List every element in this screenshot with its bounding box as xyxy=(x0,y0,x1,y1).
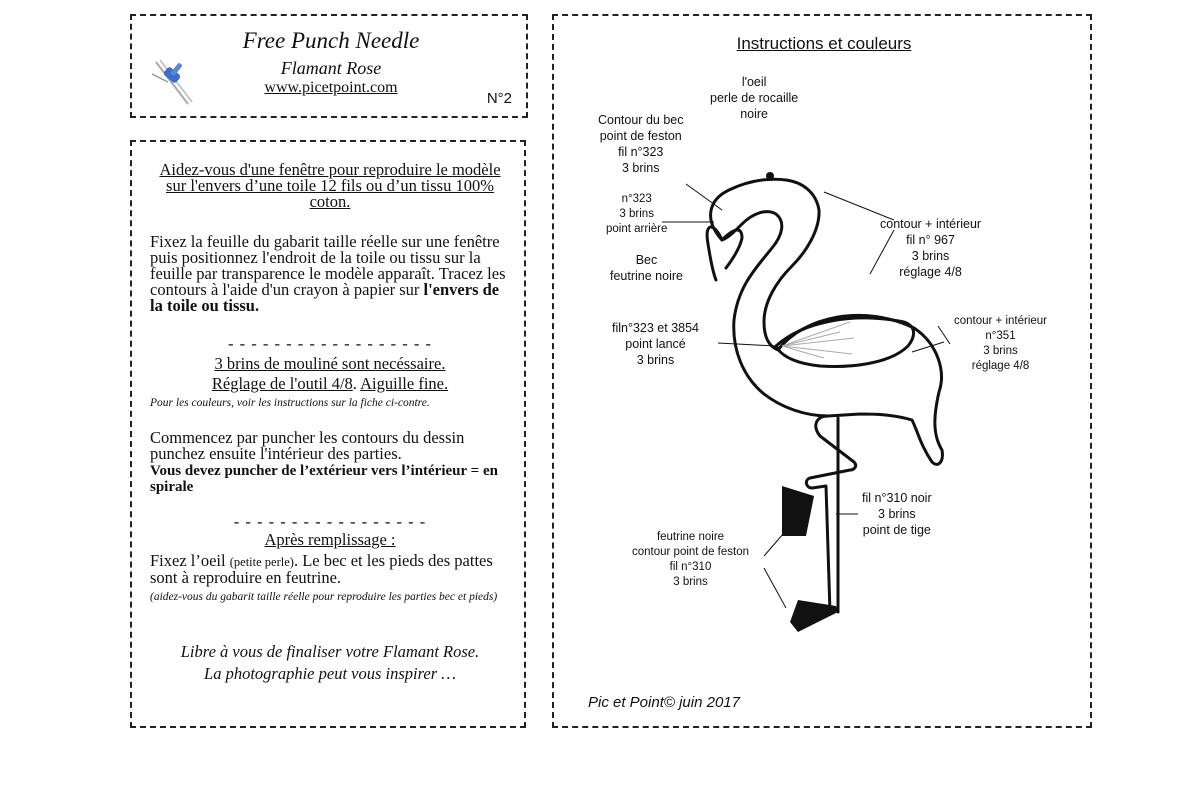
needle-text: Aiguille fine. xyxy=(360,374,449,393)
label-legs: fil n°310 noir 3 brins point de tige xyxy=(862,491,932,537)
wing-lines-leader xyxy=(718,343,776,346)
label-back-stitch: n°323 3 brins point arrière xyxy=(606,193,668,235)
label-beak: Bec feutrine noire xyxy=(610,253,683,283)
instructions-box xyxy=(130,140,526,728)
header-box xyxy=(130,14,528,118)
colors-note: Pour les couleurs, voir les instructions sur la fiche ci-contre. xyxy=(150,397,430,409)
wing-leader xyxy=(938,326,950,344)
wing-leader xyxy=(912,342,944,352)
after-text: Fixez l’oeil (petite perle). Le bec et les pieds des pattes sont à reproduire en feutrine. xyxy=(150,551,493,587)
website-link[interactable]: www.picetpoint.com xyxy=(264,79,398,96)
beak-outline xyxy=(707,227,722,280)
needle-sep: . xyxy=(352,374,361,393)
feet-leader xyxy=(764,526,790,556)
step2-bold: Vous devez puncher de l’extérieur vers l’intérieur = en spirale xyxy=(150,463,498,495)
intro-text: Aidez-vous d'une fenêtre pour reproduire le modèle sur l'envers d’une toile 12 fils ou d’un tissu 100% coton. xyxy=(159,160,501,211)
label-eye: l'oeil perle de rocaille noire xyxy=(710,75,799,121)
label-body: contour + intérieur fil n° 967 3 brins réglage 4/8 xyxy=(880,217,982,279)
page-title: Free Punch Needle xyxy=(242,28,420,53)
pattern-number: N°2 xyxy=(486,90,512,107)
tool-line xyxy=(132,376,528,392)
label-feet: feutrine noire contour point de feston fil n°310 3 brins xyxy=(632,531,749,588)
closing-line-2: La photographie peut vous inspirer … xyxy=(204,664,456,683)
eye-icon xyxy=(766,172,774,180)
step1-text: Fixez la feuille du gabarit taille réelle sur une fenêtre puis positionnez l'endroit de la toile ou tissu sur la feuille par transparence le modèle apparaît. Tracez les contours à l'aide d'un crayon à papier sur xyxy=(150,232,506,299)
pattern-name: Flamant Rose xyxy=(280,58,382,78)
label-beak-contour: Contour du bec point de feston fil n°323 3 brins xyxy=(598,113,684,175)
wing-stitch-line xyxy=(782,346,852,354)
tool-setting: Réglage de l'outil 4/8 xyxy=(211,374,353,393)
diagram-box xyxy=(552,14,1092,728)
closing-line-1: Libre à vous de finaliser votre Flamant Rose. xyxy=(180,642,480,661)
label-wing: contour + intérieur n°351 3 brins réglage 4/8 xyxy=(954,315,1048,372)
after-note: (aidez-vous du gabarit taille réelle pour reproduire les parties bec et pieds) xyxy=(150,591,498,603)
copyright-footer: Pic et Point© juin 2017 xyxy=(588,694,740,711)
strands-text: 3 brins de mouliné sont necéssaire. xyxy=(214,354,446,373)
step1-bold: l'envers de la toile ou tissu. xyxy=(150,280,500,315)
step2-text: Commencez par puncher les contours du dessin punchez ensuite l'intérieur des parties. xyxy=(150,428,465,463)
label-wing-lines: filn°323 et 3854 point lancé 3 brins xyxy=(612,321,700,367)
feet-leader xyxy=(764,568,786,608)
separator-2: - - - - - - - - - - - - - - - - - xyxy=(233,512,427,531)
after-title: Après remplissage : xyxy=(264,530,396,549)
separator: - - - - - - - - - - - - - - - - - - xyxy=(227,334,433,353)
beak-outline-2 xyxy=(722,230,742,268)
diagram-title: Instructions et couleurs xyxy=(736,34,912,53)
foot-1-icon xyxy=(782,486,814,536)
step1-paragraph xyxy=(132,234,528,314)
